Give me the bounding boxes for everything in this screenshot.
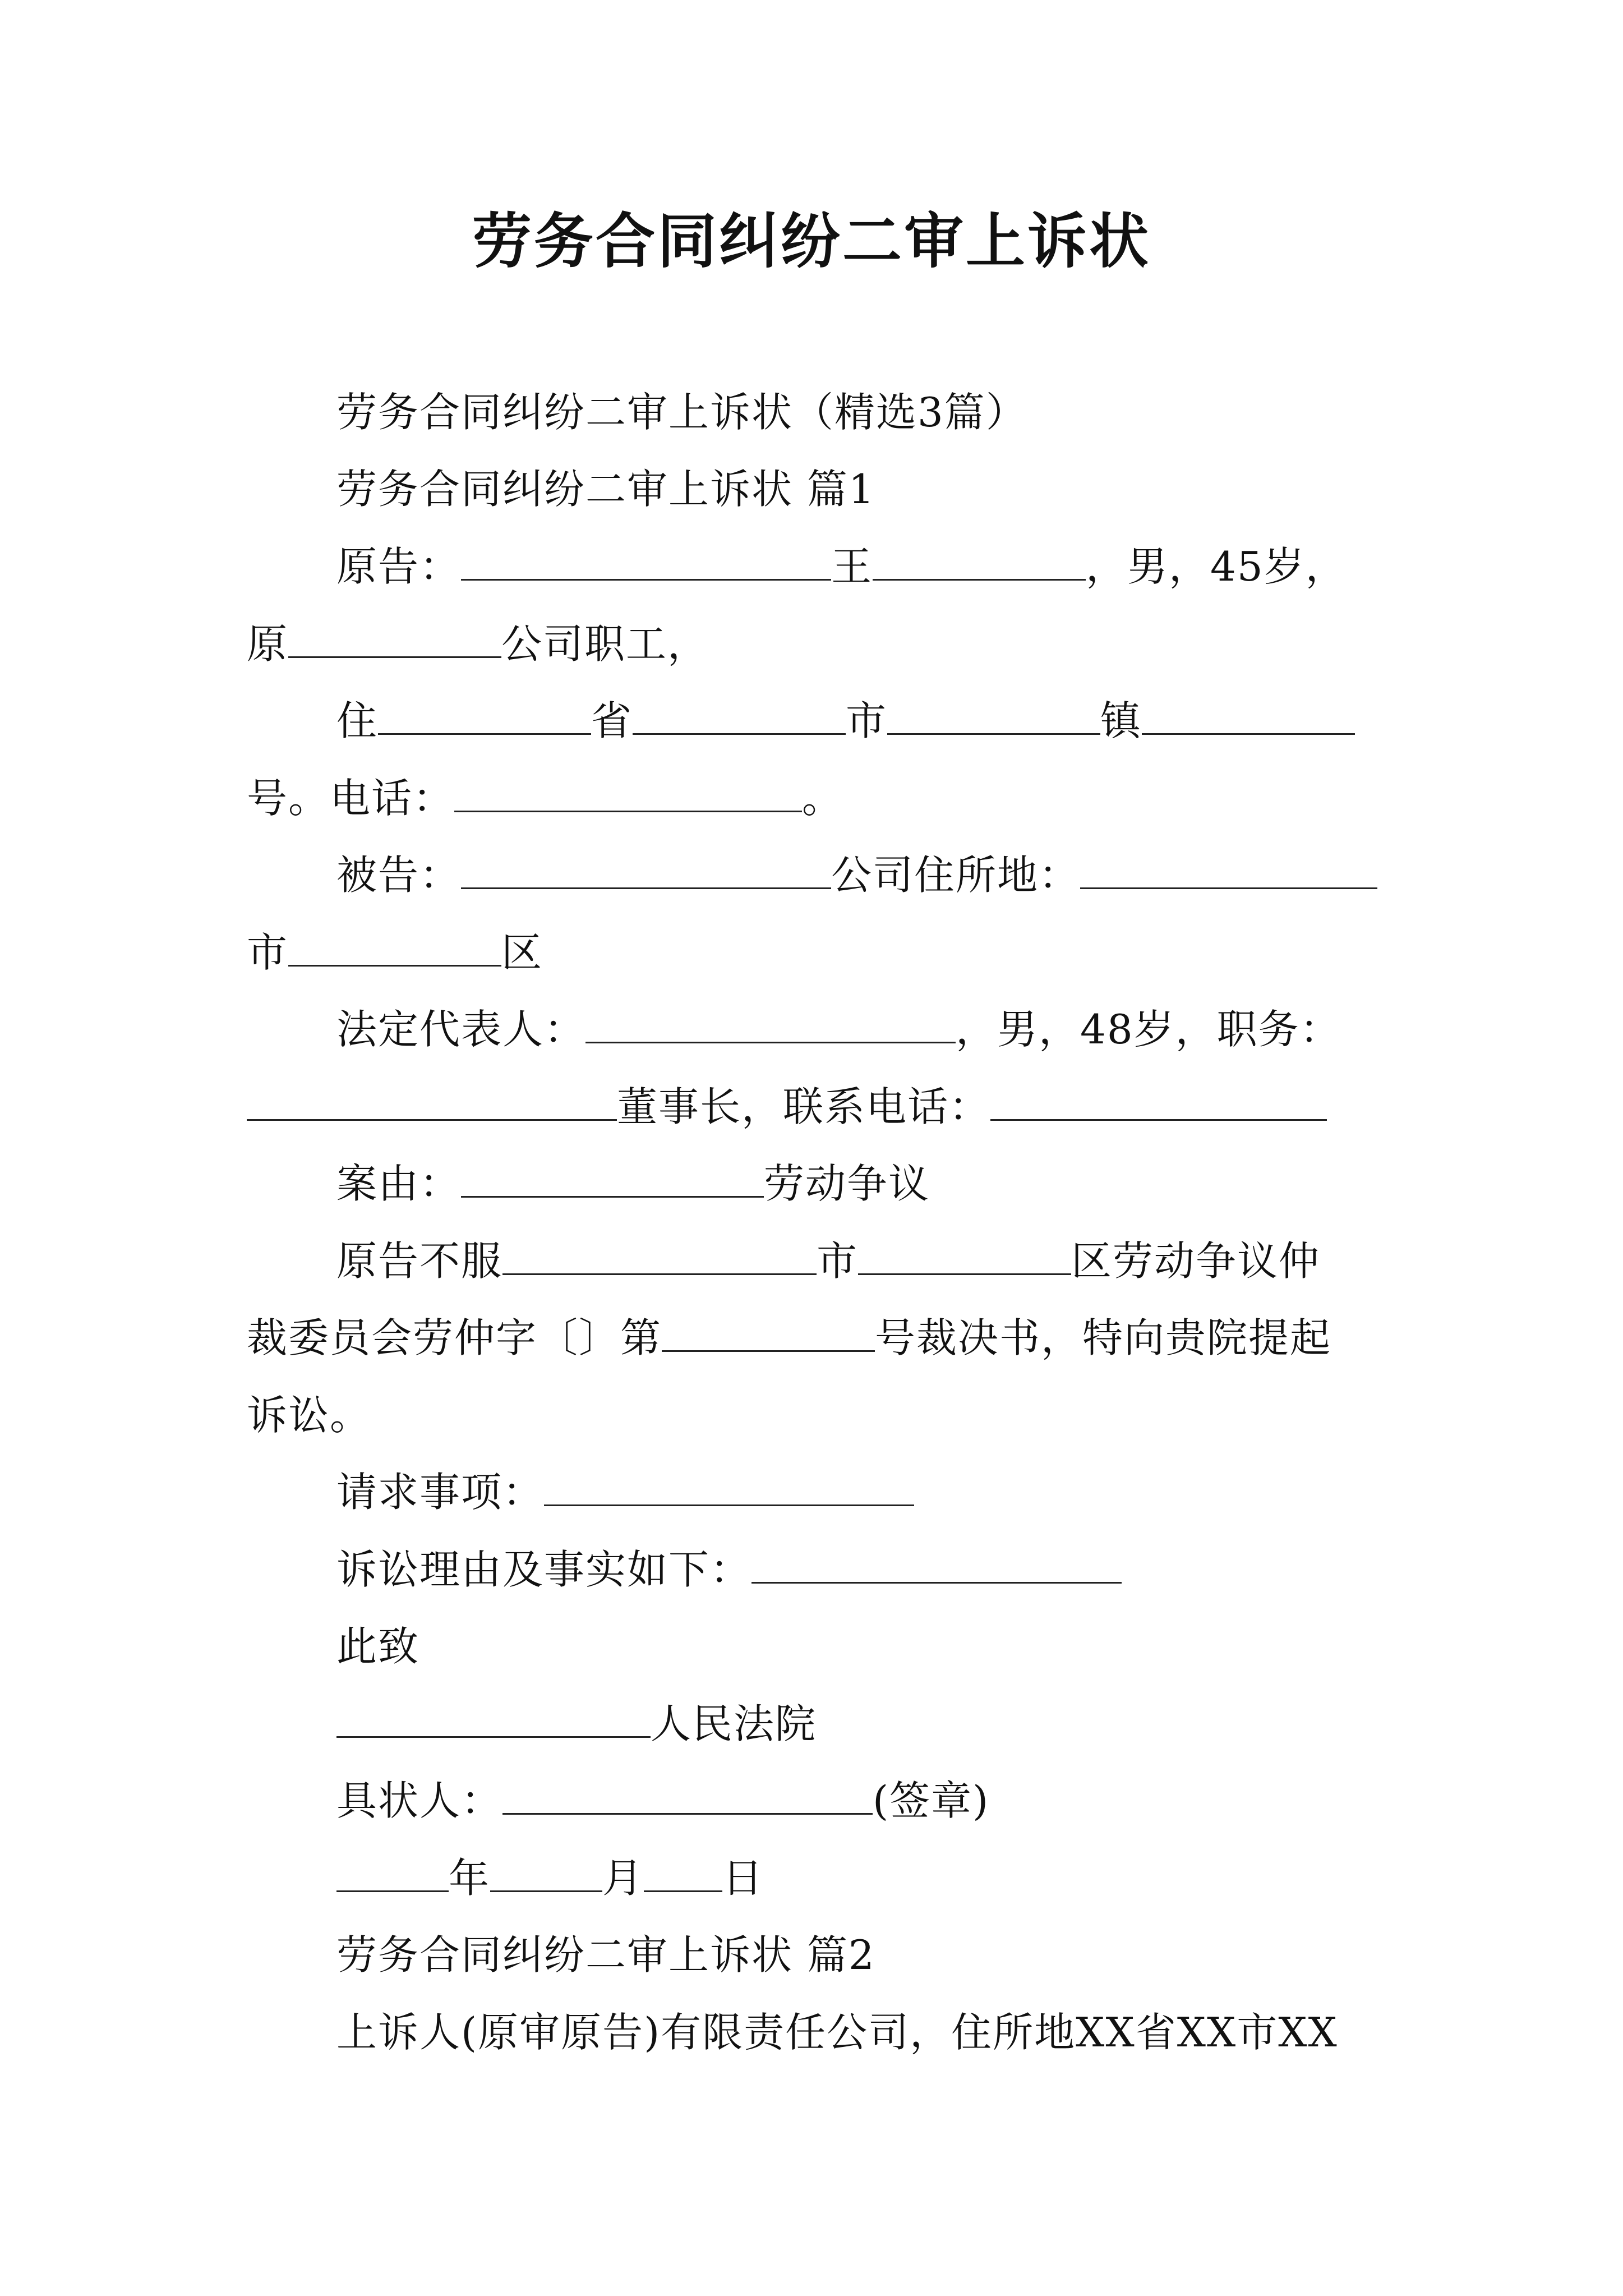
claims-line — [336, 1464, 914, 1520]
claims-blank — [544, 1467, 914, 1506]
signer-line — [336, 1773, 989, 1829]
legal-rep-title: 董事长，联系电话： — [617, 1083, 991, 1130]
closing: 此致 — [336, 1623, 420, 1670]
dispute-line-2 — [247, 1310, 1331, 1366]
address-end: 。 — [802, 775, 844, 822]
address-town: 镇 — [1100, 697, 1142, 744]
defendant-label: 被告： — [336, 852, 462, 899]
month-blank — [490, 1853, 602, 1892]
defendant-blank — [461, 850, 831, 889]
dispute-line-1 — [336, 1233, 1320, 1289]
legal-rep-line — [336, 1001, 1341, 1057]
claims-label: 请求事项： — [336, 1469, 545, 1516]
plaintiff-employer: 公司职工， — [501, 620, 709, 668]
defendant-city-blank — [288, 928, 501, 967]
legal-rep-info: ，男，48岁，职务： — [956, 1006, 1341, 1053]
case-cause-line — [336, 1156, 930, 1212]
legal-rep-blank — [585, 1005, 956, 1043]
plaintiff-info: ，男，45岁， — [1086, 543, 1347, 590]
address-city: 市 — [846, 697, 888, 744]
subtitle: 劳务合同纠纷二审上诉状（精选3篇） — [336, 389, 1027, 436]
defendant-district: 区 — [501, 929, 543, 976]
date-day: 日 — [722, 1855, 764, 1902]
reasons-line — [336, 1542, 1122, 1598]
defendant-city-line — [247, 924, 543, 981]
defendant-company: 公司住所地： — [831, 852, 1081, 899]
legal-rep-label: 法定代表人： — [336, 1006, 586, 1053]
legal-rep-name-blank — [247, 1082, 617, 1121]
date-year: 年 — [449, 1855, 491, 1902]
defendant-address-blank — [1080, 850, 1377, 889]
dispute-line-3: 诉讼。 — [247, 1392, 372, 1439]
court-blank — [336, 1699, 651, 1738]
defendant-line — [336, 847, 1377, 903]
defendant-city: 市 — [247, 929, 289, 976]
address-line — [336, 693, 1355, 749]
date-line — [336, 1850, 764, 1906]
case-cause-blank — [461, 1159, 764, 1198]
year-blank — [336, 1853, 449, 1892]
address-blank-2 — [633, 696, 846, 735]
reasons-label: 诉讼理由及事实如下： — [336, 1546, 752, 1593]
case-cause: 劳动争议 — [764, 1160, 930, 1207]
case-cause-label: 案由： — [336, 1160, 462, 1207]
plaintiff-employer-line — [247, 616, 709, 672]
address-number: 号。电话： — [247, 775, 455, 822]
dispute-text-1b: 市 — [817, 1237, 859, 1285]
dispute-text-2b: 号裁决书，特向贵院提起 — [875, 1314, 1332, 1361]
date-month: 月 — [602, 1855, 644, 1902]
address-blank-3 — [887, 696, 1100, 735]
address-blank-1 — [378, 696, 591, 735]
day-blank — [644, 1853, 722, 1892]
address-label: 住 — [336, 697, 379, 744]
plaintiff-line — [336, 539, 1347, 595]
court-name: 人民法院 — [651, 1700, 817, 1747]
dispute-blank-2 — [858, 1236, 1071, 1275]
plaintiff-employer-blank — [288, 619, 501, 658]
plaintiff-label: 原告： — [336, 543, 462, 590]
dispute-text-1c: 区劳动争议仲 — [1071, 1237, 1321, 1285]
appellant-line: 上诉人(原审原告)有限责任公司，住所地XX省XX市XX — [336, 2009, 1338, 2056]
plaintiff-blank — [461, 542, 831, 581]
phone-blank — [454, 774, 802, 812]
legal-rep-phone-blank — [990, 1082, 1327, 1121]
phone-line — [247, 770, 843, 826]
court-line — [336, 1696, 817, 1752]
dispute-blank-3 — [662, 1313, 875, 1352]
plaintiff-name-blank — [873, 542, 1086, 581]
plaintiff-name: 王 — [831, 543, 873, 590]
reasons-blank — [751, 1545, 1122, 1584]
signer-seal: (签章) — [873, 1777, 990, 1824]
address-blank-4 — [1142, 696, 1355, 735]
section-1-heading: 劳务合同纠纷二审上诉状 篇1 — [336, 466, 875, 513]
signer-blank — [502, 1776, 873, 1815]
dispute-text-1a: 原告不服 — [336, 1237, 503, 1285]
legal-rep-title-line — [247, 1079, 1327, 1135]
address-province: 省 — [591, 697, 633, 744]
section-2-heading: 劳务合同纠纷二审上诉状 篇2 — [336, 1931, 875, 1978]
dispute-text-2a: 裁委员会劳仲字〔〕第 — [247, 1314, 662, 1361]
document-title: 劳务合同纠纷二审上诉状 — [472, 206, 1151, 276]
plaintiff-original-label: 原 — [247, 620, 289, 668]
signer-label: 具状人： — [336, 1777, 503, 1824]
dispute-blank-1 — [502, 1236, 817, 1275]
